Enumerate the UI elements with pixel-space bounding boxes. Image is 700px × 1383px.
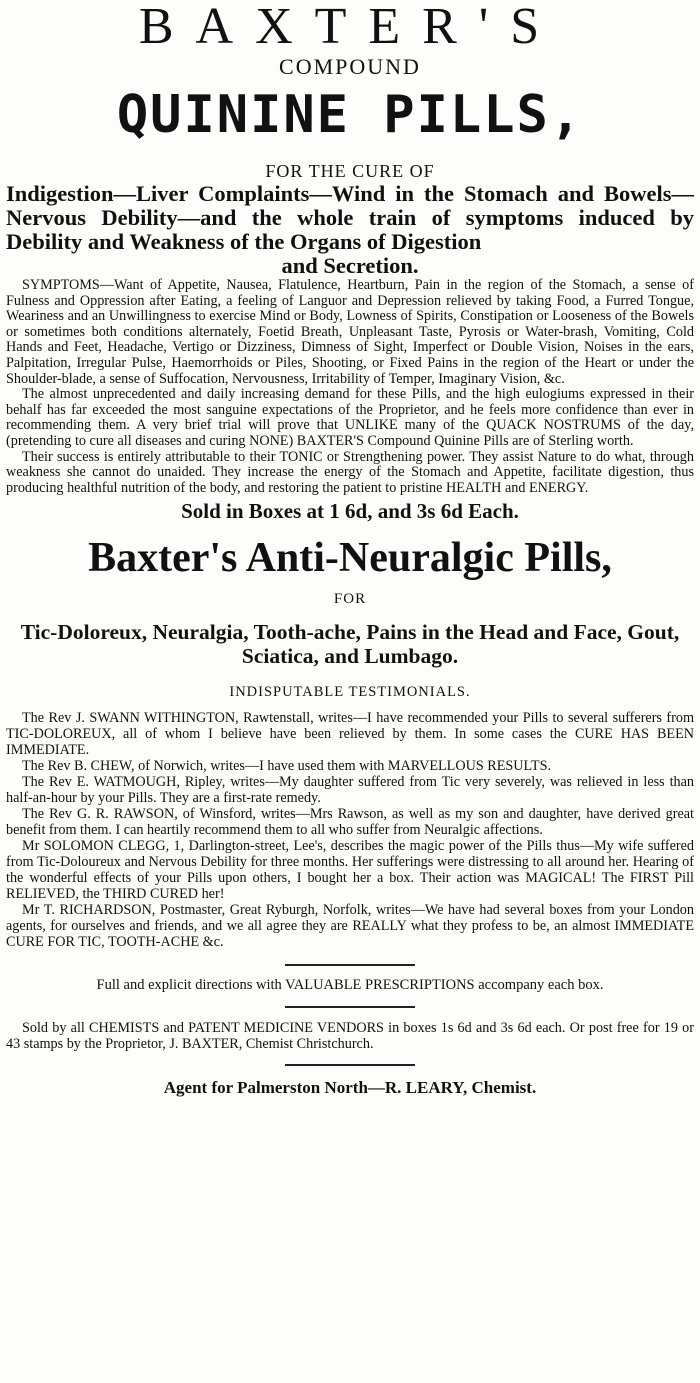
testimonial-item: The Rev J. SWANN WITHINGTON, Rawtenstall, writes—I have recommended your Pills to several sufferers from TIC-DOLOREUX, all of whom I believe have been relieved by them. In some cases the CURE HAS BEEN IMMEDIATE. xyxy=(6,710,694,759)
testimonials-heading: INDISPUTABLE TESTIMONIALS. xyxy=(229,684,471,701)
divider-rule xyxy=(285,1064,415,1066)
for-the-cure-of: FOR THE CURE OF xyxy=(265,161,435,181)
divider-rule xyxy=(285,964,415,966)
sold-in-boxes: Sold in Boxes at 1 6d, and 3s 6d Each. xyxy=(181,499,519,524)
testimonial-item: The Rev E. WATMOUGH, Ripley, writes—My daughter suffered from Tic very severely, was relieved in less than half-an-hour by your Pills. They are a first-rate remedy. xyxy=(6,774,694,807)
sold-by-block xyxy=(6,1020,694,1052)
ailments-headline-main: Indigestion—Liver Complaints—Wind in the Stomach and Bowels—Nervous Debility—and the whole train of symptoms induced by Debility and Weakness of the Organs of Digestion xyxy=(6,181,694,254)
quinine-body-text xyxy=(6,278,694,496)
ailments-headline-end: and Secretion. xyxy=(281,253,419,278)
testimonials-list xyxy=(6,710,694,950)
agent-text: Agent for Palmerston North—R. LEARY, Chemist. xyxy=(163,1078,537,1098)
success-paragraph: Their success is entirely attributable to their TONIC or Strengthening power. They assist Nature to do what, through weakness she cannot do unaided. They increase the energy of the Stomach and Appetite, facilitate digestion, thus producing healthful nutrition of the body, and restoring the patient to pristine HEALTH and ENERGY. xyxy=(6,448,694,496)
sold-by-text: Sold by all CHEMISTS and PATENT MEDICINE VENDORS in boxes 1s 6d and 3s 6d each. Or post free for 19 or 43 stamps by the Proprietor, J. BAXTER, Chemist Christchurch. xyxy=(6,1020,694,1053)
anti-neuralgic-title: Baxter's Anti-Neuralgic Pills, xyxy=(88,535,612,582)
testimonial-item: Mr SOLOMON CLEGG, 1, Darlington-street, Lee's, describes the magic power of the Pills thus—My wife suffered from Tic-Doloureux and Nervous Debility for three months. Her sufferings were distressing to all around her. Hearing of the wonderful effects of your Pills upon others, I bought her a box. Their action was MAGICAL! The FIRST Pill RELIEVED, the THIRD CURED her! xyxy=(6,838,694,903)
testimonial-item: The Rev B. CHEW, of Norwich, writes—I have used them with MARVELLOUS RESULTS. xyxy=(22,758,552,775)
symptoms-paragraph: SYMPTOMS—Want of Appetite, Nausea, Flatulence, Heartburn, Pain in the region of the Stomach, a sense of Fulness and Oppression after Eating, a feeling of Languor and Depression relieved by taking Food, a Furred Tongue, Weariness and an Unwillingness to exercise Mind or Body, Lowness of Spirits, Constipation or Looseness of the Bowels or sometimes both conditions alternately, Foetid Breath, Unpleasant Taste, Pyrosis or Water-brash, Vomiting, Cold Hands and Feet, Headache, Vertigo or Dizziness, Dimness of Sight, Imperfect or Double Vision, Noises in the ears, Palpitation, Irregular Pulse, Haemorrhoids or Piles, Shooting, or Fixed Pains in the region of the Heart or under the Shoulder-blade, a sense of Suffocation, Nervousness, Irritability of Temper, Imaginary Vision, &c. xyxy=(6,277,694,387)
demand-paragraph: The almost unprecedented and daily increasing demand for these Pills, and the high eulogiums expressed in their behalf has far exceeded the most sanguine expectations of the Proprietor, and he feels more confidence than ever in recommending them. A very brief trial will prove that UNLIKE many of the QUACK NOSTRUMS of the day, (pretending to cure all diseases and curing NONE) BAXTER'S Compound Quinine Pills are of Sterling worth. xyxy=(6,386,694,449)
title-quinine-pills: QUININE PILLS, xyxy=(116,85,584,145)
for-label: FOR xyxy=(333,591,367,608)
directions-text: Full and explicit directions with VALUABLE PRESCRIPTIONS accompany each box. xyxy=(96,977,604,994)
title-compound: COMPOUND xyxy=(279,54,421,79)
neuralgia-headline: Tic-Doloreux, Neuralgia, Tooth-ache, Pains in the Head and Face, Gout, Sciatica, and Lumbago. xyxy=(20,620,680,669)
testimonial-item: Mr T. RICHARDSON, Postmaster, Great Ryburgh, Norfolk, writes—We have had several boxes from your London agents, for ourselves and friends, and we all agree they are REALLY what they profess to be, an almost IMMEDIATE CURE FOR TIC, TOOTH-ACHE &c. xyxy=(6,902,694,951)
advertisement-page xyxy=(0,2,700,1383)
title-baxters: BAXTER'S xyxy=(138,0,562,55)
ailments-headline xyxy=(6,182,694,278)
testimonial-item: The Rev G. R. RAWSON, of Winsford, writes—Mrs Rawson, as well as my son and daughter, have derived great benefit from them. I can heartily recommend them to all who suffer from Neuralgic affections. xyxy=(6,806,694,839)
divider-rule xyxy=(285,1006,415,1008)
